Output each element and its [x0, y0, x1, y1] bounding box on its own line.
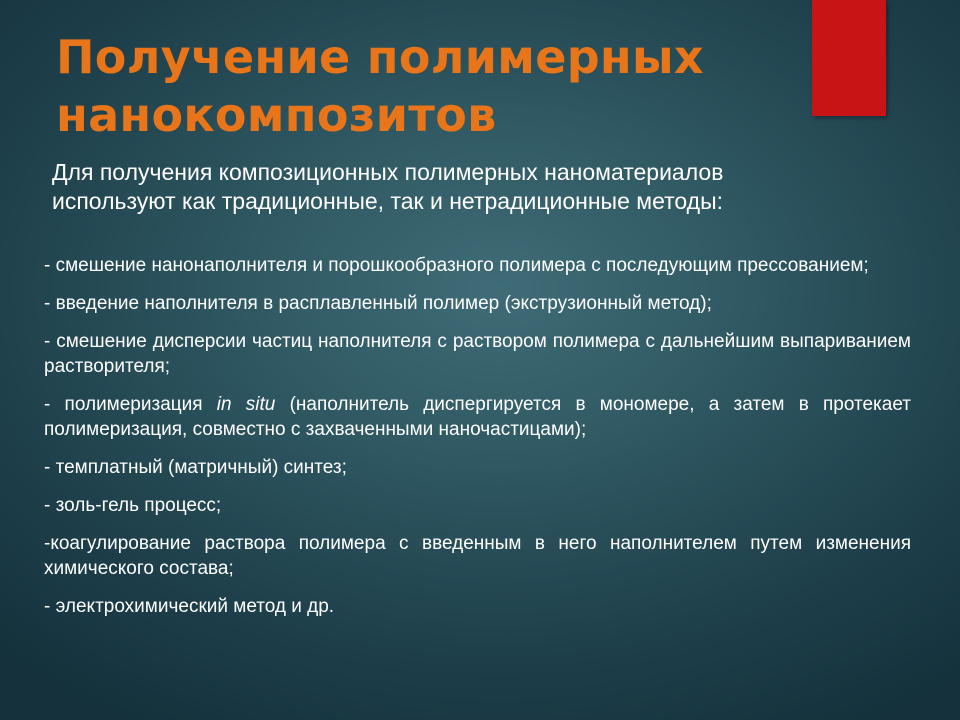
method-text: (наполнитель диспергируется в мономере, а затем в протекает полимеризация, совместно с захваченными наночастицами); — [44, 394, 911, 440]
method-item: -коагулирование раствора полимера с введенным в него наполнителем путем изменения химического состава; — [44, 533, 911, 579]
slide-title: Получение полимерных нанокомпозитов — [56, 30, 704, 142]
method-item: - темплатный (матричный) синтез; — [44, 457, 347, 478]
method-item — [44, 392, 911, 442]
intro-text: Для получения композиционных полимерных наноматериалов используют как традиционные, так и нетрадиционные методы: — [52, 159, 724, 214]
method-item: - смешение нанонаполнителя и порошкообразного полимера с последующим прессованием; — [44, 255, 869, 276]
method-item: - электрохимический метод и др. — [44, 596, 335, 617]
method-item: - смешение дисперсии частиц наполнителя с раствором полимера с дальнейшим выпариванием растворителя; — [44, 331, 911, 377]
in-situ-term: in situ — [216, 394, 276, 415]
accent-bar — [812, 0, 886, 116]
method-text: - полимеризация — [44, 394, 217, 415]
method-item: - золь-гель процесс; — [44, 495, 222, 516]
method-item: - введение наполнителя в расплавленный полимер (экструзионный метод); — [44, 293, 712, 314]
methods-list — [44, 253, 911, 632]
